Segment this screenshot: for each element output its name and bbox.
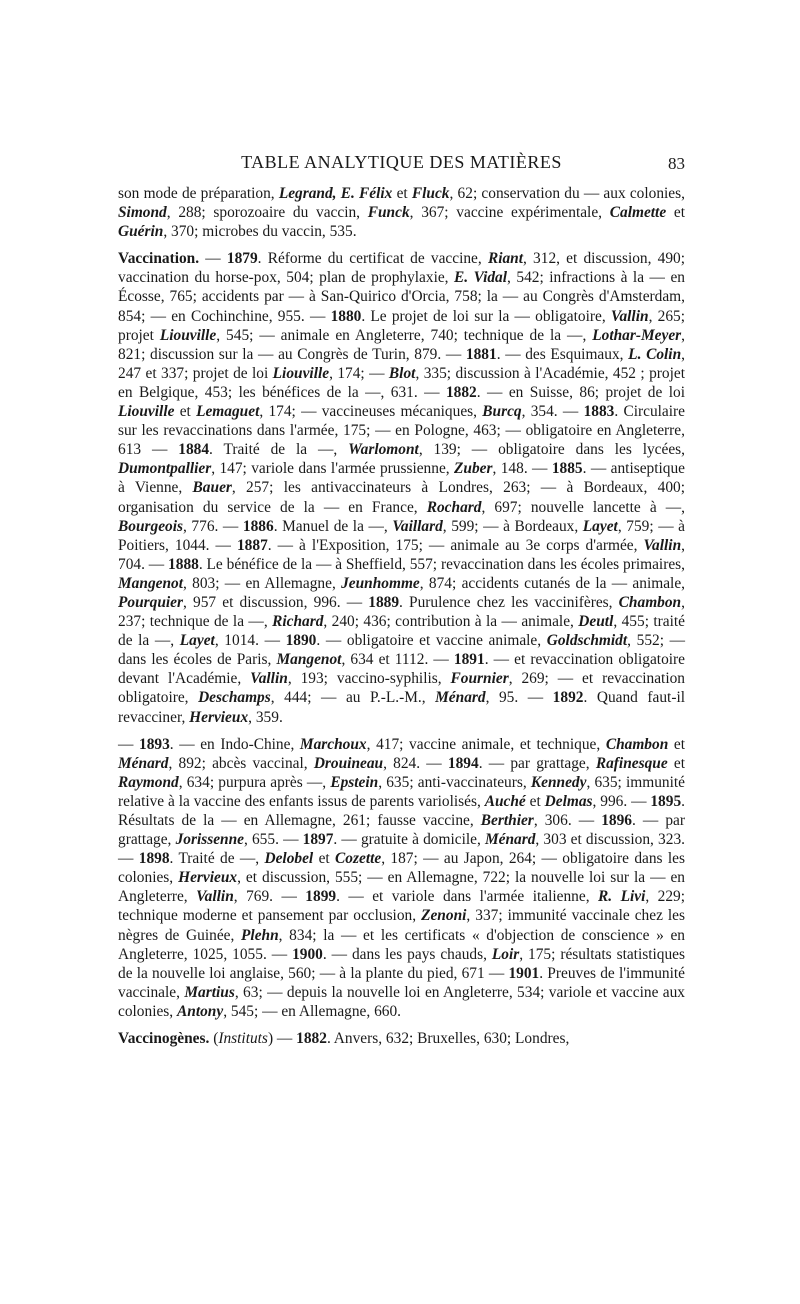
text-run: , 229; technique moderne et pansement par occlusion, [118, 888, 686, 925]
text-run: . — par grattage, [478, 754, 596, 772]
text-run: . Réforme du certificat de vaccine, [257, 250, 488, 268]
author-name: Drouineau [313, 754, 384, 772]
text-run: , 545; — animale en Angleterre, 740; technique de la —, [216, 326, 593, 344]
text-run: , 996. — [592, 792, 651, 810]
running-header [118, 152, 685, 178]
text-run: , 542; infractions à la — en Écosse, 765; accidents par — à San-Quirico d'Orcia, 758; la — au Congrès d'Amsterdam, 854; — en Cochinchine, 955. — [118, 269, 685, 325]
text-run: . — en Indo-Chine, [169, 735, 300, 753]
text-run: , 834; la — et les certificats « d'objection de conscience » en Angleterre, 1025, 1055. — [118, 926, 685, 963]
author-name: Vallin [250, 670, 288, 688]
author-name: Layet [582, 517, 618, 535]
text-run: . Quand faut-il revacciner, [118, 689, 685, 726]
year-marker: 1899 [305, 888, 337, 906]
text-run: , 139; — obligatoire dans les lycées, [418, 441, 686, 459]
text-run: , 874; accidents cutanés de la — animale, [419, 574, 685, 592]
text-run: , 1014. — [214, 632, 286, 650]
headword: Vaccinogènes. [118, 1030, 210, 1048]
author-name: Ménard [484, 831, 536, 849]
author-name: Liouville [118, 403, 175, 421]
author-name: Blot [388, 364, 416, 382]
author-name: Dumontpallier [118, 460, 212, 478]
author-name: Guérin [118, 223, 164, 241]
text-run: . — et revaccination obligatoire devant l'Académie, [118, 651, 686, 688]
text-run: . Résultats de la — en Allemagne, 261; fausse vaccine, [118, 792, 685, 829]
author-name: Vallin [196, 888, 234, 906]
author-name: Calmette [609, 204, 667, 222]
author-name: Funck [367, 204, 410, 222]
year-marker: 1901 [508, 964, 540, 982]
author-name: Fluck [411, 185, 450, 202]
author-name: L. Colin [628, 345, 682, 363]
author-name: Vaillard [392, 517, 443, 535]
year-marker: 1888 [168, 555, 199, 573]
text-run: , 62; conservation du — aux colonies, [449, 185, 685, 202]
year-marker: 1900 [292, 945, 323, 963]
author-name: Auché [484, 792, 526, 810]
author-name: Delobel [264, 850, 314, 868]
text-run: et [313, 850, 336, 868]
author-name: Fournier [450, 670, 509, 688]
text-run: , 312, et discussion, 490; vaccination du horse-pox, 504; plan de prophylaxie, [118, 250, 686, 287]
author-name: Liouville [272, 364, 330, 382]
text-run: , 957 et discussion, 996. — [183, 593, 369, 611]
year-marker: 1882 [296, 1030, 327, 1048]
text-run: et [666, 204, 685, 222]
text-run: , 892; abcès vaccinal, [168, 754, 314, 772]
author-name: Vallin [643, 536, 682, 554]
author-name: Liouville [159, 326, 217, 344]
text-run: , 288; sporozoaire du vaccin, [166, 204, 368, 222]
author-name: Lothar-Meyer [592, 326, 682, 344]
text-run: , 95. — [485, 689, 553, 707]
author-name: Lemaguet [196, 403, 260, 421]
text-run: . — par grattage, [118, 812, 685, 849]
text-run: , 174; — [329, 364, 389, 382]
text-run: , et discussion, 555; — en Allemagne, 722; la nouvelle loi sur la — en Angleterre, [118, 869, 685, 906]
text-run: , 240; 436; contribution à la — animale, [323, 613, 579, 631]
author-name: Chambon [605, 735, 669, 753]
year-marker: 1880 [330, 307, 362, 325]
text-run: , 697; nouvelle lancette à —, [481, 498, 685, 516]
author-name: Richard [272, 613, 324, 631]
author-name: E. Vidal [454, 269, 508, 287]
text-run: , 635; anti-vaccinateurs, [378, 773, 531, 791]
text-run: , 552; — dans les écoles de Paris, [118, 632, 686, 669]
author-name: Jeunhomme [341, 574, 420, 592]
text-run: , 655. — [243, 831, 303, 849]
author-name: Loir [491, 945, 520, 963]
text-run: , 63; — depuis la nouvelle loi en Angleterre, 534; variole et vaccine aux colonies, [118, 983, 686, 1020]
author-name: Cozette [335, 850, 382, 868]
text-run: . Anvers, 632; Bruxelles, 630; Londres, [326, 1030, 570, 1048]
author-name: Rafinesque [595, 754, 668, 772]
text-run: , 175; résultats statistiques de la nouvelle loi anglaise, 560; — à la plante du pied, 671 — [118, 945, 685, 982]
year-marker: 1895 [650, 792, 682, 810]
text-run: . Traité de la —, [209, 441, 349, 459]
text-run: . — obligatoire et vaccine animale, [316, 632, 547, 650]
author-name: Deutl [578, 613, 614, 631]
text-run: , 759; — à Poitiers, 1044. — [118, 517, 685, 554]
author-name: Bourgeois [118, 517, 183, 535]
author-name: Raymond [118, 773, 179, 791]
author-name: Marchoux [299, 735, 367, 753]
text-run: , 635; immunité relative à la vaccine des enfants issus de parents variolisés, [118, 773, 685, 810]
text-run: . — antiseptique à Vienne, [118, 460, 686, 497]
text-run: , 335; discussion à l'Académie, 452 ; projet en Belgique, 453; les bénéfices de la —, 631. — [118, 364, 685, 401]
year-marker: 1889 [368, 593, 400, 611]
author-name: Bauer [192, 479, 232, 497]
author-name: Zuber [454, 460, 493, 478]
text-run: et [174, 403, 197, 421]
author-name: Kennedy [530, 773, 587, 791]
year-marker: 1879 [226, 250, 258, 268]
text-run: ) — [267, 1030, 297, 1048]
year-marker: 1894 [447, 754, 479, 772]
text-run: . — et variole dans l'armée italienne, [336, 888, 598, 906]
index-paragraph-continuation [118, 184, 685, 241]
author-name: Rochard [426, 498, 482, 516]
index-paragraph-entry [118, 1029, 685, 1048]
author-name: Burcq [482, 403, 522, 421]
text-run: , 303 et discussion, 323. — [118, 831, 685, 868]
author-name: Goldschmidt [546, 632, 628, 650]
text-run: ( [209, 1030, 219, 1048]
author-name: Plehn [241, 926, 279, 944]
text-run: et [667, 754, 685, 772]
text-run: , 824. — [383, 754, 448, 772]
author-name: Legrand, E. Félix [278, 185, 393, 202]
text-run: , 247 et 337; projet de loi [118, 345, 686, 382]
text-run: . Circulaire sur les revaccinations dans l'armée, 175; — en Pologne, 463; — obligatoire en Angleterre, 613 — [118, 403, 685, 459]
text-run: . Traité de —, [169, 850, 265, 868]
text-run: , 269; — et revaccination obligatoire, [118, 670, 685, 707]
year-marker: 1892 [552, 689, 584, 707]
text-run: — [199, 250, 227, 268]
header-title: TABLE ANALYTIQUE DES MATIÈRES [241, 152, 562, 172]
text-run: , 599; — à Bordeaux, [442, 517, 583, 535]
text-run: . Purulence chez les vaccinifères, [399, 593, 619, 611]
author-name: Delmas [544, 792, 593, 810]
text-run: . — gratuite à domicile, [333, 831, 485, 849]
year-marker: 1883 [583, 403, 615, 421]
author-name: Ménard [118, 754, 169, 772]
year-marker: 1897 [302, 831, 334, 849]
text-run: , 444; — au P.-L.-M., [270, 689, 436, 707]
headword: Vaccination. [118, 250, 200, 268]
text-run: , 803; — en Allemagne, [183, 574, 342, 592]
text-run: , 367; vaccine expérimentale, [409, 204, 610, 222]
author-name: Riant [487, 250, 524, 268]
text-run: , 704. — [118, 536, 685, 573]
year-marker: 1893 [139, 735, 170, 753]
text-run: , 359. [248, 708, 283, 726]
text-run: . — en Suisse, 86; projet de loi [476, 383, 685, 401]
text-run: . Le projet de loi sur la — obligatoire, [361, 307, 611, 325]
index-paragraph-subentry [118, 735, 685, 1021]
author-name: Layet [179, 632, 215, 650]
text-run: , 455; traité de la —, [118, 613, 685, 650]
year-marker: 1884 [178, 441, 210, 459]
text-run: , 237; technique de la —, [118, 593, 685, 631]
author-name: Deschamps [198, 689, 271, 707]
author-name: Berthier [480, 812, 534, 829]
text-run: , 634 et 1112. — [341, 651, 454, 669]
text-run: . Preuves de l'immunité vaccinale, [118, 964, 685, 1001]
author-name: Mangenot [118, 574, 183, 592]
author-name: Zenoni [421, 907, 467, 925]
text-run: . Le bénéfice de la — à Sheffield, 557; revaccination dans les écoles primaires, [198, 555, 685, 573]
text-run: . — à l'Exposition, 175; — animale au 3e corps d'armée, [267, 536, 644, 554]
text-run: . — des Esquimaux, [496, 345, 629, 363]
text-run: . — dans les pays chauds, [322, 945, 492, 963]
author-name: Hervieux [189, 708, 249, 726]
year-marker: 1881 [465, 345, 497, 363]
text-run: , 337; immunité vaccinale chez les nègres de Guinée, [118, 907, 685, 944]
author-name: Jorissenne [175, 831, 244, 849]
year-marker: 1887 [236, 536, 268, 554]
author-name: Pourquier [118, 593, 183, 611]
page-number: 83 [668, 154, 685, 173]
year-marker: 1882 [445, 383, 477, 401]
text-run: , 634; purpura après —, [178, 773, 331, 791]
author-name: Ménard [435, 689, 486, 707]
text-run: , 174; — vaccineuses mécaniques, [259, 403, 483, 421]
year-marker: 1896 [601, 812, 632, 829]
text-run: , 187; — au Japon, 264; — obligatoire dans les colonies, [118, 850, 685, 887]
author-name: Warlomont [348, 441, 419, 459]
year-marker: 1891 [453, 651, 485, 669]
year-marker: 1890 [285, 632, 317, 650]
text-run: et [392, 185, 412, 202]
text-run: — [118, 735, 139, 753]
text-run: , 776. — [183, 517, 243, 535]
text-run: , 148. — [492, 460, 552, 478]
author-name: Antony [177, 1002, 224, 1020]
year-marker: 1886 [242, 517, 274, 535]
text-run: , 769. — [233, 888, 306, 906]
index-body [118, 184, 685, 1048]
author-name: Epstein [330, 773, 379, 791]
author-name: Hervieux [178, 869, 238, 887]
text-run: , 265; projet [118, 307, 685, 344]
year-marker: 1898 [138, 850, 170, 868]
author-name: Mangenot [276, 651, 342, 669]
italic-term: Instituts [218, 1030, 268, 1048]
index-paragraph-entry [118, 249, 685, 726]
text-run: , 821; discussion sur la — au Congrès de Turin, 879. — [118, 326, 686, 363]
text-run: , 370; microbes du vaccin, 535. [163, 223, 357, 241]
text-run: et [525, 792, 545, 810]
text-run: , 417; vaccine animale, et technique, [366, 735, 606, 753]
author-name: Martius [184, 983, 235, 1001]
author-name: R. Livi [598, 888, 646, 906]
text-run: , 193; vaccino-syphilis, [287, 670, 451, 688]
author-name: Vallin [610, 307, 649, 325]
text-run: et [668, 735, 685, 753]
author-name: Simond [118, 204, 167, 222]
author-name: Chambon [618, 593, 682, 611]
text-run: , 147; variole dans l'armée prussienne, [211, 460, 455, 478]
text-run: , 545; — en Allemagne, 660. [223, 1002, 402, 1020]
text-run: , 257; les antivaccinateurs à Londres, 263; — à Bordeaux, 400; organisation du service de la — en France, [118, 479, 685, 516]
text-run: , 306. — [533, 812, 602, 829]
text-run: son mode de préparation, [118, 185, 279, 202]
text-run: , 354. — [521, 403, 584, 421]
text-run: . Manuel de la —, [273, 517, 393, 535]
year-marker: 1885 [551, 460, 583, 478]
